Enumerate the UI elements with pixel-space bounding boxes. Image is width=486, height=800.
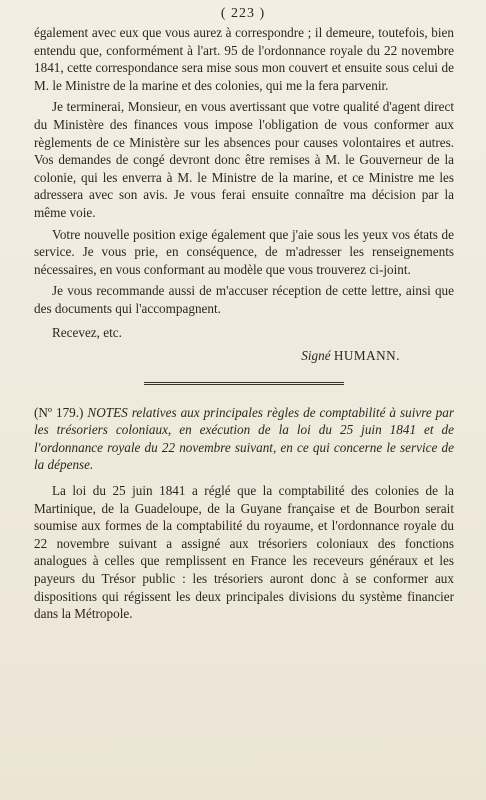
paragraph-service-records: Votre nouvelle position exige également que j'aie sous les yeux vos états de service. Je vous prie, en conséquence, de m'adresser les renseignements nécessaires, en vous conformant au modèle que vous trouverez ci-joint. bbox=[34, 226, 454, 277]
section-divider bbox=[144, 382, 344, 385]
paragraph-correspondence: également avec eux que vous aurez à correspondre ; il demeure, toutefois, bien entendu que, conformément à l'art. 95 de l'ordonnance royale du 22 novembre 1841, cette correspondance sera mise sous mon couvert et ensuite sous celui de M. le Ministre de la marine et des colonies, qui me la fera parvenir. bbox=[34, 25, 454, 93]
signature-name: HUMANN. bbox=[333, 348, 400, 364]
notes-number: (Nº 179.) bbox=[34, 404, 84, 420]
notes-title: NOTES relatives aux principales règles de comptabilité à suivre par les trésoriers coloniaux, en exécution de la loi du 25 juin 1841 et de l'ordonnance royale du 22 novembre suivant, en ce qui concerne le service de la dépense. bbox=[34, 404, 454, 473]
paragraph-acknowledgment: Je vous recommande aussi de m'accuser réception de cette lettre, ainsi que des documents qui l'accompagnent. bbox=[34, 283, 454, 316]
paragraph-law-1841: La loi du 25 juin 1841 a réglé que la comptabilité des colonies de la Martinique, de la Guadeloupe, de la Guyane française et de Bourbon serait soumise aux formes de la comptabilité du royaume, et l'ordonnance royale du 22 novembre suivant a assigné aux trésoriers coloniaux des fonctions analogues à celles que remplissent en France les receveurs généraux et les payeurs du Trésor public : les trésoriers auront donc à se conformer aux dispositions qui régissent les deux principales divisions du système financier dans la Métropole. bbox=[34, 483, 454, 622]
page-number: ( 223 ) bbox=[220, 6, 266, 21]
paragraph-absences: Je terminerai, Monsieur, en vous avertissant que votre qualité d'agent direct du Ministère des finances vous impose l'obligation de vous conformer aux règlements de ce Ministère sur les absences pour causes volontaires et autres. Vos demandes de congé devront donc être remises à M. le Gouverneur de la colonie, qui les enverra à M. le Ministre de la marine, et ce Ministre me les adressera avec son avis. Je vous ferai ensuite connaître ma décision par la même voie. bbox=[34, 99, 454, 220]
signature-signe: Signé bbox=[301, 348, 331, 364]
notes-heading bbox=[34, 404, 454, 474]
signature bbox=[34, 347, 454, 365]
closing-formula: Recevez, etc. bbox=[52, 324, 122, 340]
page-content bbox=[34, 24, 454, 623]
